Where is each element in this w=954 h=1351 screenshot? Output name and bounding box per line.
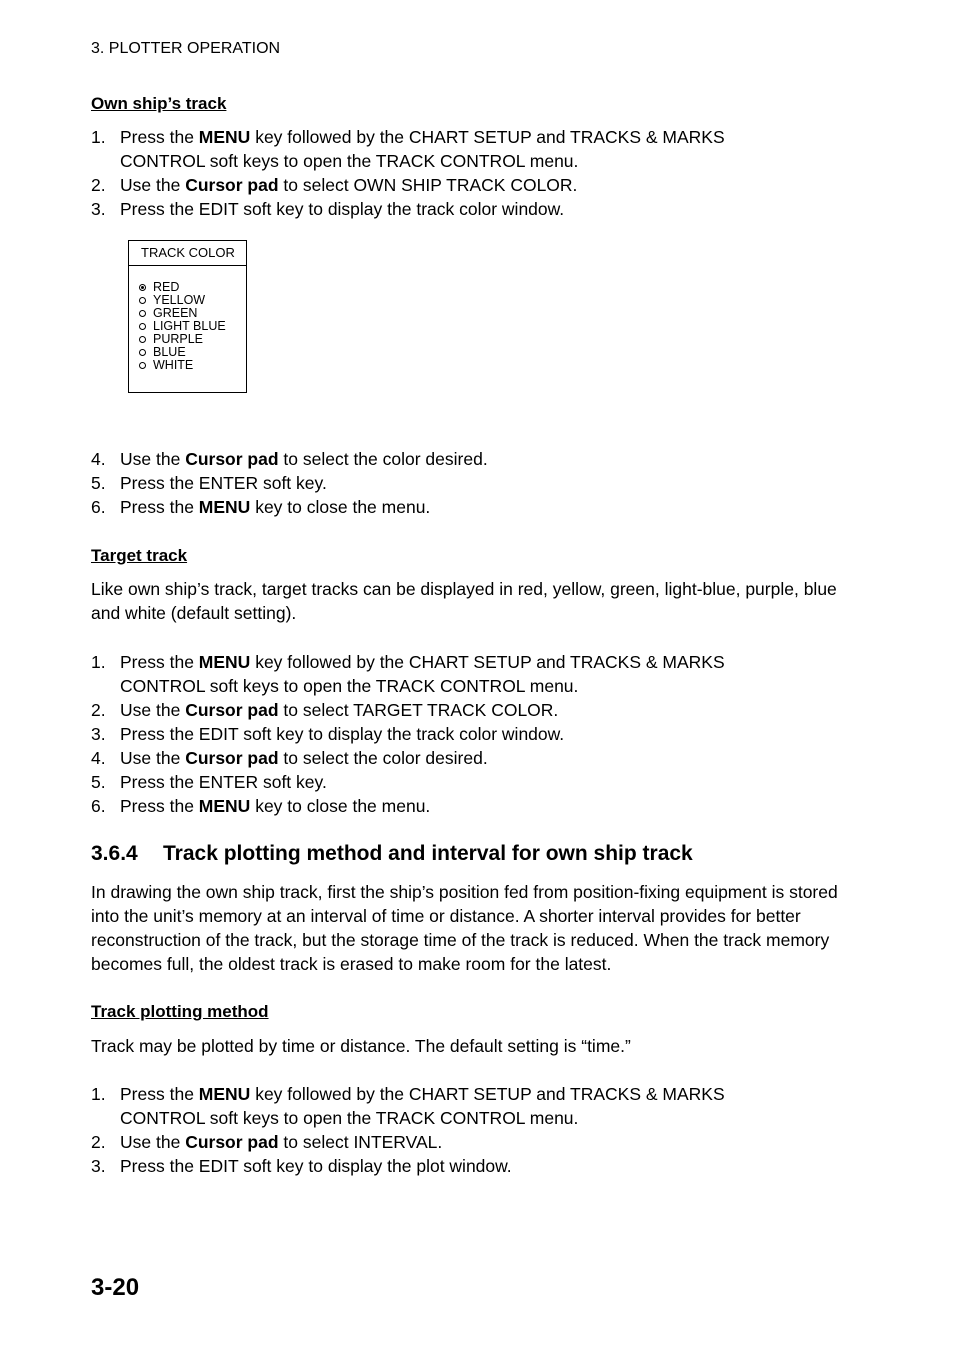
step-text: to select INTERVAL. (278, 1132, 443, 1152)
step-text: to select the color desired. (278, 748, 488, 768)
step-text: Press the ENTER soft key. (120, 473, 327, 493)
color-option-label: WHITE (153, 358, 194, 372)
color-option-label: PURPLE (153, 332, 204, 346)
step-text: to select the color desired. (278, 449, 488, 469)
step-text: to select OWN SHIP TRACK COLOR. (278, 175, 578, 195)
step-text: Press the ENTER soft key. (120, 772, 327, 792)
step-number: 6. (91, 796, 106, 816)
step-number: 2. (91, 700, 106, 720)
track-color-options (129, 266, 246, 372)
step-text: Press the (120, 497, 199, 517)
color-option-label: LIGHT BLUE (153, 319, 226, 333)
step-text: key followed by the CHART SETUP and TRACKS & MARKS (250, 652, 725, 672)
plotting-method-intro: Track may be plotted by time or distance. The default setting is “time.” (91, 1036, 631, 1056)
own-ship-steps-b (91, 447, 851, 519)
key-name: MENU (198, 652, 251, 672)
list-item (91, 722, 851, 746)
plotting-method-heading: Track plotting method (91, 1002, 269, 1021)
step-text: Press the (120, 796, 199, 816)
list-item (91, 650, 851, 698)
track-color-window (128, 240, 247, 393)
list-item (91, 495, 851, 519)
step-text: to select TARGET TRACK COLOR. (278, 700, 559, 720)
list-item (91, 746, 851, 770)
section-title: Track plotting method and interval for own ship track (163, 842, 693, 865)
step-number: 1. (91, 127, 106, 147)
step-text: key to close the menu. (250, 497, 431, 517)
step-text: Use the (120, 748, 186, 768)
step-text: Use the (120, 175, 186, 195)
radio-icon (139, 362, 146, 369)
list-item (91, 794, 851, 818)
step-number: 1. (91, 652, 106, 672)
color-option-label: BLUE (153, 345, 186, 359)
target-track-heading: Target track (91, 546, 188, 565)
list-item (91, 698, 851, 722)
list-item (91, 770, 851, 794)
step-text: Press the EDIT soft key to display the plot window. (120, 1156, 512, 1176)
list-item (91, 1082, 851, 1130)
step-text: key followed by the CHART SETUP and TRACKS & MARKS (250, 1084, 725, 1104)
step-text: Press the (120, 1084, 199, 1104)
step-number: 3. (91, 724, 106, 744)
color-option-label: YELLOW (153, 293, 206, 307)
key-name: MENU (198, 796, 251, 816)
step-number: 2. (91, 1132, 106, 1152)
key-name: Cursor pad (185, 449, 279, 469)
step-text: Use the (120, 449, 186, 469)
step-text: key followed by the CHART SETUP and TRACKS & MARKS (250, 127, 725, 147)
step-text: Press the (120, 652, 199, 672)
key-name: MENU (198, 1084, 251, 1104)
section-heading (91, 842, 693, 866)
list-item (91, 1154, 851, 1178)
target-track-intro: Like own ship’s track, target tracks can be displayed in red, yellow, green, light-blue, purple, blue and white (default setting). (91, 579, 837, 623)
key-name: Cursor pad (185, 700, 279, 720)
step-number: 2. (91, 175, 106, 195)
section-intro: In drawing the own ship track, first the ship’s position fed from position-fixing equipment is stored into the unit’s memory at an interval of time or distance. A shorter interval provides for better reconstruction of the track, but the storage time of the track is reduced. When the track memory becomes full, the oldest track is erased to make room for the latest. (91, 882, 838, 974)
key-name: Cursor pad (185, 748, 279, 768)
radio-icon (139, 297, 146, 304)
step-number: 6. (91, 497, 106, 517)
color-option-label: RED (153, 280, 180, 294)
step-number: 5. (91, 473, 106, 493)
radio-icon (139, 323, 146, 330)
running-head: 3. PLOTTER OPERATION (91, 40, 281, 57)
page-number: 3-20 (91, 1274, 140, 1301)
step-text: key to close the menu. (250, 796, 431, 816)
plotting-method-steps (91, 1082, 851, 1178)
list-item (91, 471, 851, 495)
step-text-continued: CONTROL soft keys to open the TRACK CONTROL menu. (120, 1108, 579, 1128)
target-track-steps (91, 650, 851, 818)
color-option-label: GREEN (153, 306, 198, 320)
step-text: Press the (120, 127, 199, 147)
section-number: 3.6.4 (91, 842, 138, 865)
step-number: 4. (91, 748, 106, 768)
radio-icon (139, 310, 146, 317)
list-item (91, 1130, 851, 1154)
list-item (91, 173, 851, 197)
step-text: Press the EDIT soft key to display the track color window. (120, 199, 565, 219)
step-text-continued: CONTROL soft keys to open the TRACK CONTROL menu. (120, 151, 579, 171)
track-color-window-title: TRACK COLOR (129, 241, 246, 266)
step-text: Press the EDIT soft key to display the track color window. (120, 724, 565, 744)
step-text: Use the (120, 1132, 186, 1152)
key-name: MENU (198, 497, 251, 517)
radio-selected-icon (139, 284, 146, 291)
list-item (91, 125, 851, 173)
step-number: 1. (91, 1084, 106, 1104)
key-name: MENU (198, 127, 251, 147)
list-item (91, 197, 851, 221)
key-name: Cursor pad (185, 175, 279, 195)
radio-icon (139, 336, 146, 343)
step-text: Use the (120, 700, 186, 720)
step-text-continued: CONTROL soft keys to open the TRACK CONTROL menu. (120, 676, 579, 696)
step-number: 5. (91, 772, 106, 792)
step-number: 3. (91, 199, 106, 219)
radio-icon (139, 349, 146, 356)
list-item (91, 447, 851, 471)
color-option (139, 359, 246, 372)
step-number: 3. (91, 1156, 106, 1176)
own-ship-steps-a (91, 125, 851, 221)
step-number: 4. (91, 449, 106, 469)
key-name: Cursor pad (185, 1132, 279, 1152)
own-ship-track-heading: Own ship’s track (91, 94, 227, 113)
